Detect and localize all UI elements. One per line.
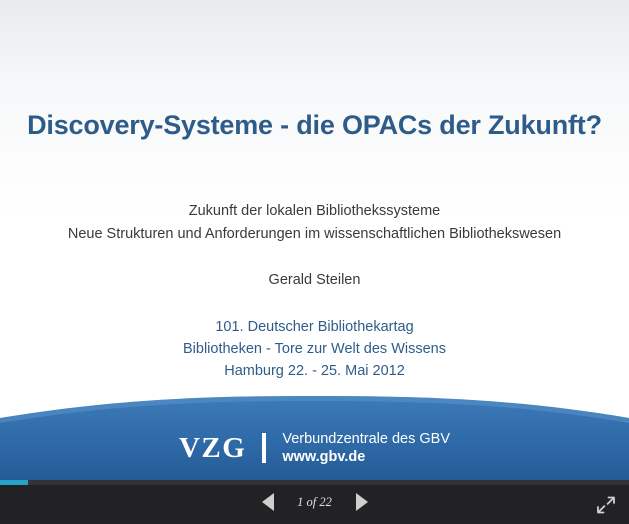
vzg-logo xyxy=(0,430,629,466)
vzg-acronym: VZG xyxy=(178,431,247,464)
next-slide-arrow-icon[interactable] xyxy=(356,493,368,511)
fullscreen-icon[interactable] xyxy=(595,494,617,516)
page-indicator: 1 of 22 xyxy=(297,494,332,509)
slide-subtitle-line-1: Zukunft der lokalen Bibliothekssysteme xyxy=(188,203,441,219)
slide-author: Gerald Steilen xyxy=(268,272,361,288)
logo-org-name: Verbundzentrale des GBV xyxy=(282,431,450,447)
slide-event-info xyxy=(0,316,629,382)
previous-slide-arrow-icon[interactable] xyxy=(262,493,274,511)
event-line-2: Bibliotheken - Tore zur Welt des Wissens xyxy=(183,341,446,357)
slide-title: Discovery-Systeme - die OPACs der Zukunft? xyxy=(27,110,602,140)
slide-subtitle xyxy=(0,200,629,246)
logo-website: www.gbv.de xyxy=(282,449,366,465)
slide-footer-banner xyxy=(0,396,629,480)
logo-text-block xyxy=(282,430,450,466)
event-line-1: 101. Deutscher Bibliothekartag xyxy=(215,319,414,335)
slide-subtitle-line-2: Neue Strukturen und Anforderungen im wissenschaftlichen Bibliothekswesen xyxy=(67,226,562,242)
navigation-controls xyxy=(0,493,629,511)
logo-divider xyxy=(262,433,266,463)
event-line-3: Hamburg 22. - 25. Mai 2012 xyxy=(224,363,405,379)
player-toolbar xyxy=(0,485,629,524)
